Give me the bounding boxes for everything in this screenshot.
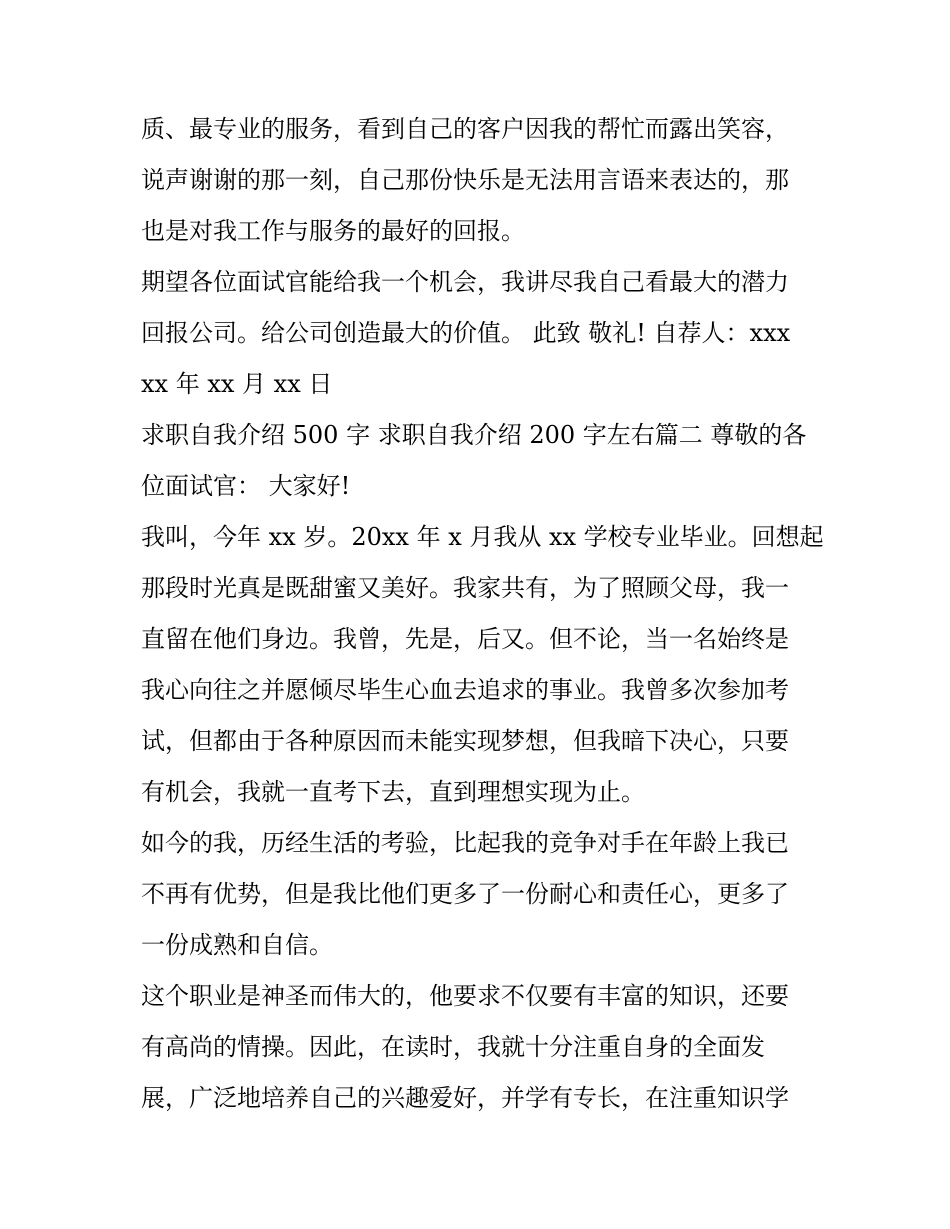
text-line: 有高尚的情操。因此，在读时，我就十分注重自身的全面发 xyxy=(141,1033,765,1061)
text-line: 一份成熟和自信。 xyxy=(141,931,333,959)
text-line: 这个职业是神圣而伟大的，他要求不仅要有丰富的知识，还要 xyxy=(141,982,789,1010)
text-line: 如今的我，历经生活的考验，比起我的竞争对手在年龄上我已 xyxy=(141,829,789,857)
body-text xyxy=(141,104,824,1124)
text-line: 质、最专业的服务，看到自己的客户因我的帮忙而露出笑容， xyxy=(141,115,789,143)
text-line: xx 年 xx 月 xx 日 xyxy=(141,370,333,398)
text-line: 有机会，我就一直考下去，直到理想实现为止。 xyxy=(141,778,645,806)
text-line: 那段时光真是既甜蜜又美好。我家共有，为了照顾父母，我一 xyxy=(141,574,789,602)
text-line: 不再有优势，但是我比他们更多了一份耐心和责任心，更多了 xyxy=(141,880,789,908)
text-line: 位面试官： 大家好! xyxy=(141,472,351,500)
text-line: 期望各位面试官能给我一个机会，我讲尽我自己看最大的潜力 xyxy=(141,268,789,296)
text-line: 回报公司。给公司创造最大的价值。 此致 敬礼! 自荐人：xxx xyxy=(141,319,791,347)
text-line: 也是对我工作与服务的最好的回报。 xyxy=(141,217,525,245)
text-line: 求职自我介绍 500 字 求职自我介绍 200 字左右篇二 尊敬的各 xyxy=(141,421,807,449)
text-line: 我叫，今年 xx 岁。20xx 年 x 月我从 xx 学校专业毕业。回想起 xyxy=(141,523,824,551)
text-line: 我心向往之并愿倾尽毕生心血去追求的事业。我曾多次参加考 xyxy=(141,676,789,704)
text-line: 直留在他们身边。我曾，先是，后又。但不论，当一名始终是 xyxy=(141,625,789,653)
text-line: 展，广泛地培养自己的兴趣爱好，并学有专长，在注重知识学 xyxy=(141,1084,789,1112)
text-line: 说声谢谢的那一刻，自己那份快乐是无法用言语来表达的，那 xyxy=(141,166,789,194)
text-line: 试，但都由于各种原因而未能实现梦想，但我暗下决心，只要 xyxy=(141,727,789,755)
